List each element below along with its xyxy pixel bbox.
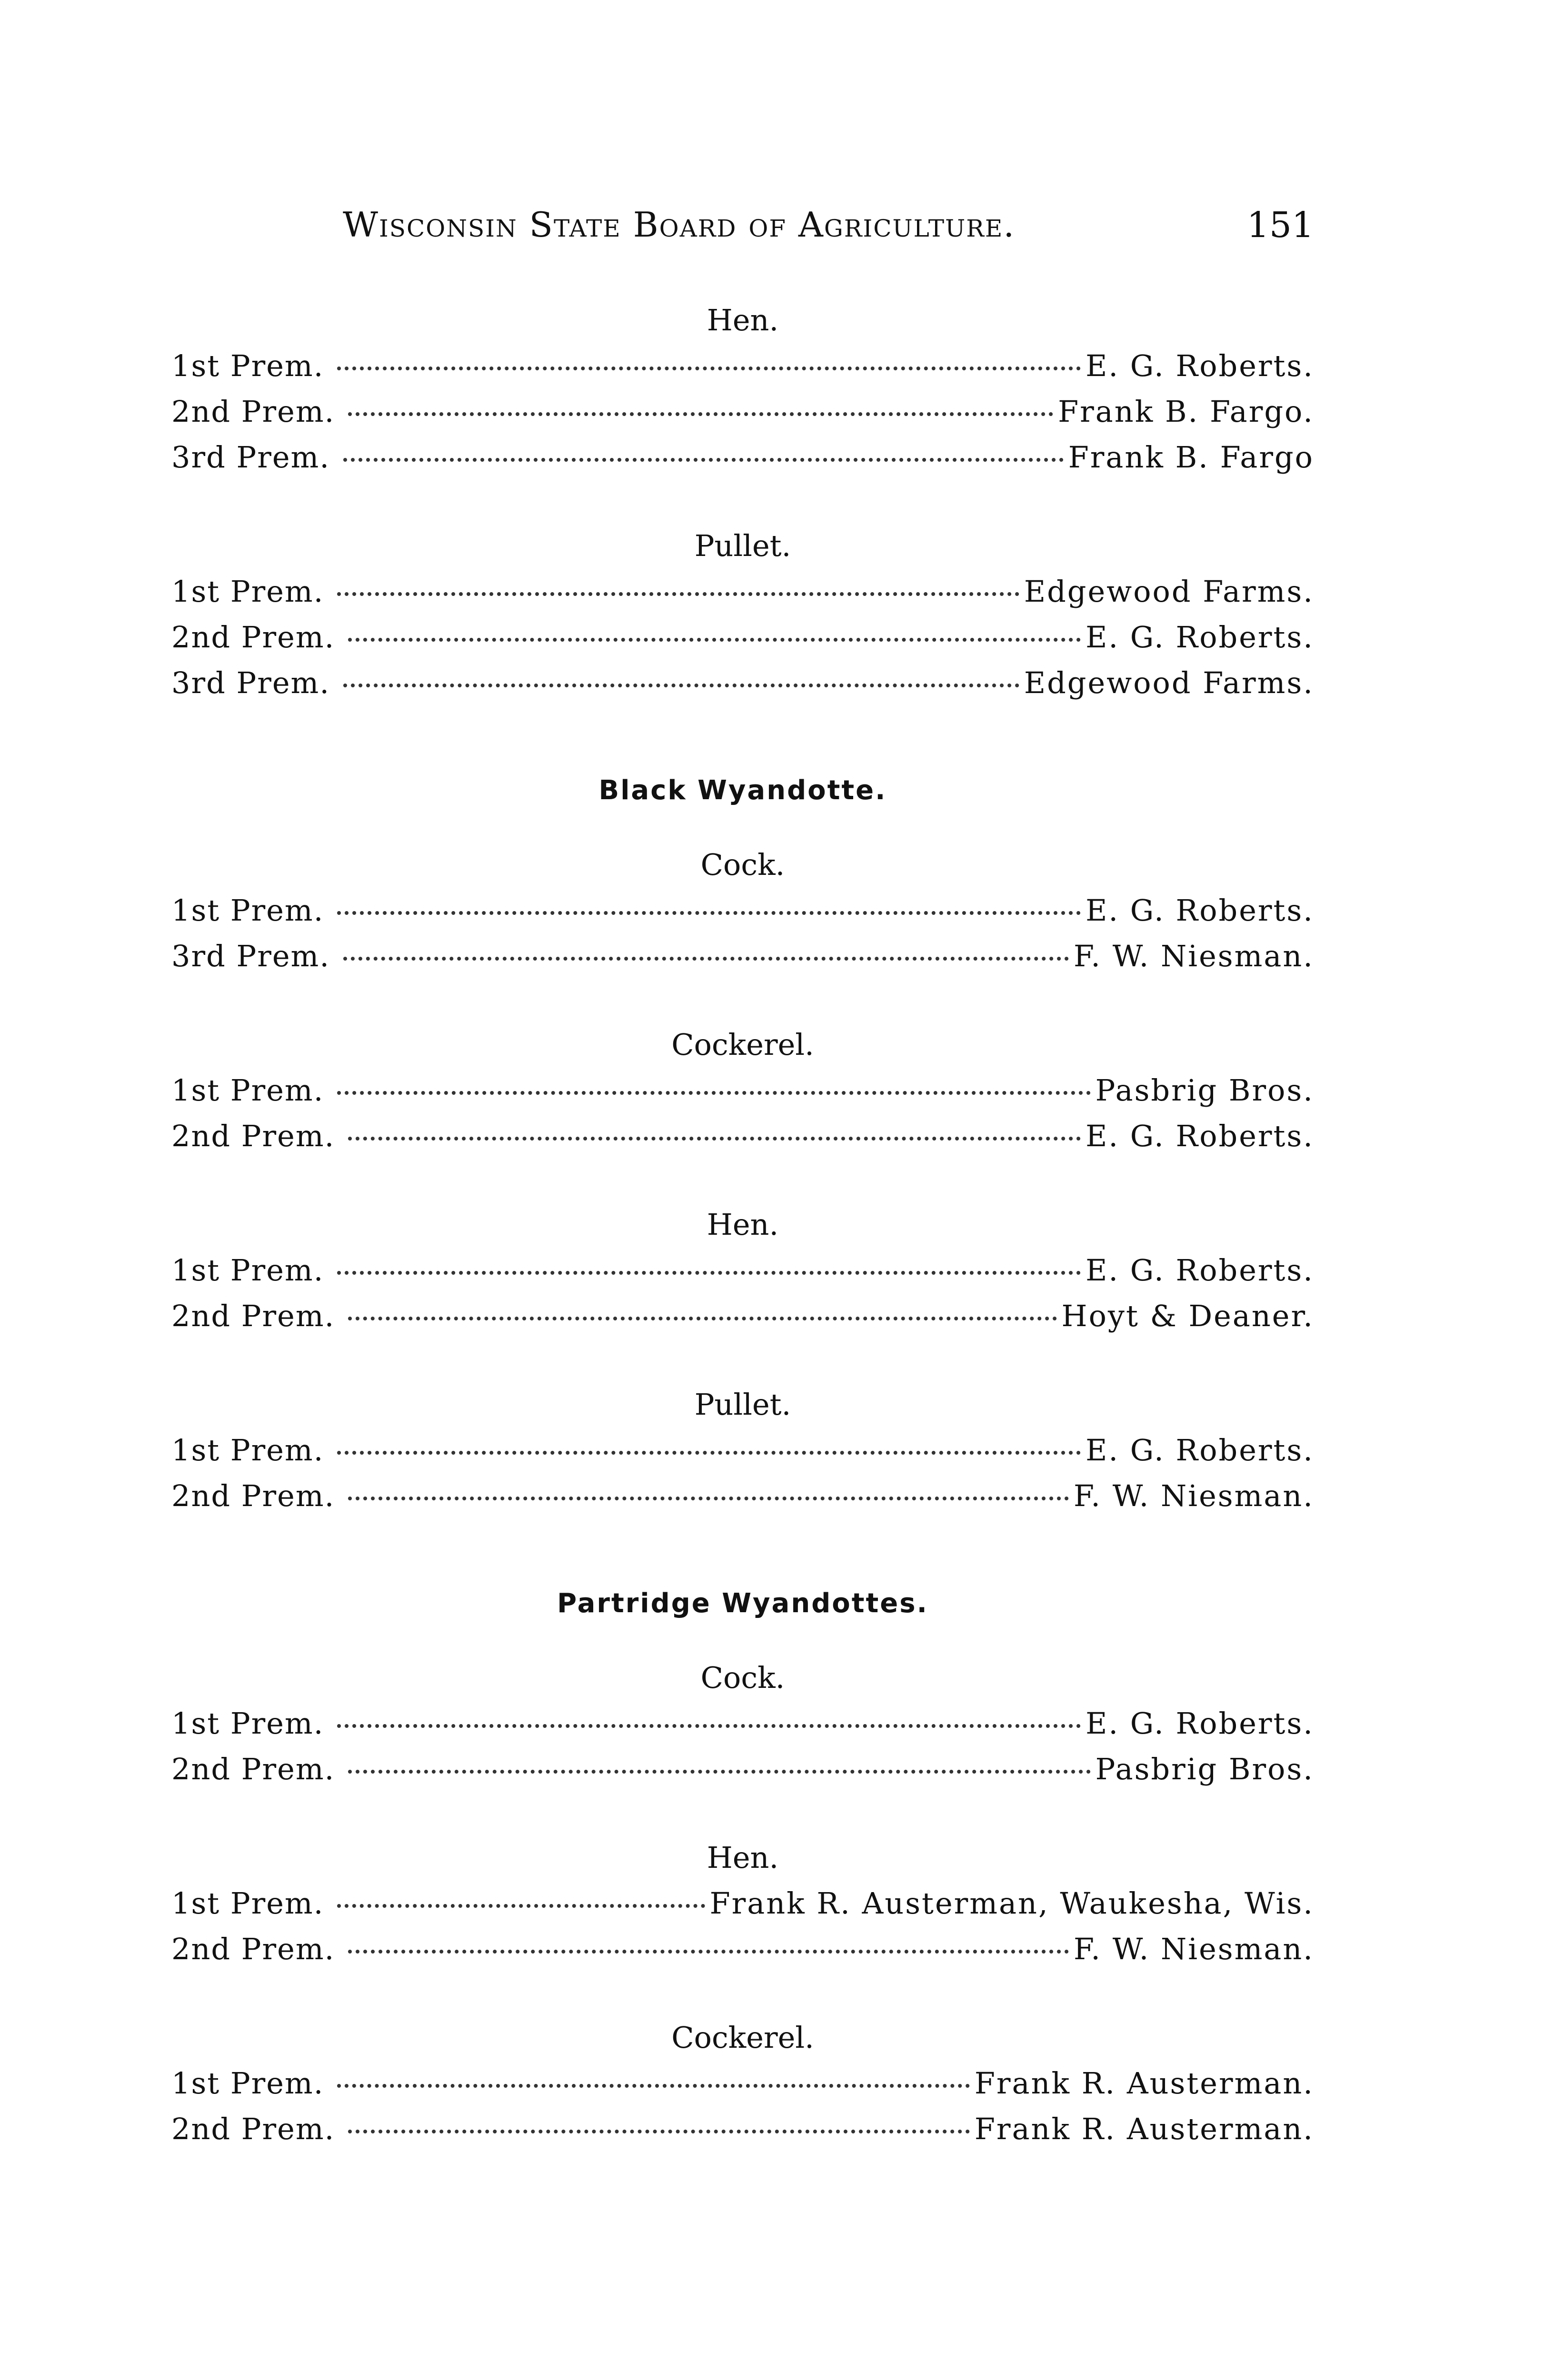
premium-label: 2nd Prem. (171, 1932, 335, 1966)
premium-label: 1st Prem. (171, 893, 324, 928)
winner-name: E. G. Roberts. (1086, 1433, 1314, 1468)
award-entry (171, 1926, 1314, 1972)
dot-leader (337, 1271, 1081, 1275)
award-entry (171, 435, 1314, 480)
premium-label: 1st Prem. (171, 1073, 324, 1108)
dot-leader (343, 458, 1064, 462)
winner-name: Edgewood Farms. (1024, 665, 1314, 700)
winner-name: Pasbrig Bros. (1095, 1752, 1314, 1786)
winner-name: E. G. Roberts. (1086, 1706, 1314, 1741)
award-entry (171, 933, 1314, 979)
award-entry (171, 1068, 1314, 1113)
winner-name: E. G. Roberts. (1086, 620, 1314, 654)
premium-label: 1st Prem. (171, 1886, 324, 1921)
winner-name: Frank R. Austerman. (974, 2066, 1314, 2101)
group-title: Cock. (700, 847, 785, 882)
premium-label: 1st Prem. (171, 2066, 324, 2101)
premium-label: 2nd Prem. (171, 620, 335, 654)
dot-leader (348, 2130, 970, 2133)
dot-leader (348, 1137, 1081, 1140)
winner-name: F. W. Niesman. (1073, 939, 1314, 973)
premium-label: 3rd Prem. (171, 665, 330, 700)
winner-name: Frank R. Austerman, Waukesha, Wis. (709, 1886, 1314, 1921)
group-title: Pullet. (694, 528, 791, 563)
premium-label: 1st Prem. (171, 348, 324, 383)
dot-leader (348, 1497, 1069, 1500)
breed-title: Black Wyandotte. (598, 775, 887, 806)
award-entry (171, 1113, 1314, 1159)
award-entry (171, 569, 1314, 615)
dot-leader (348, 1950, 1069, 1954)
award-entry (171, 2106, 1314, 2152)
dot-leader (337, 367, 1081, 370)
breed-title: Partridge Wyandottes. (557, 1588, 928, 1619)
premium-label: 1st Prem. (171, 1253, 324, 1288)
award-entry (171, 1746, 1314, 1792)
breed-section (171, 768, 1314, 1519)
winner-name: Pasbrig Bros. (1095, 1073, 1314, 1108)
running-title: Wisconsin State Board of Agriculture. (343, 205, 1016, 245)
dot-leader (337, 1091, 1090, 1095)
dot-leader (348, 638, 1081, 642)
dot-leader (348, 1317, 1056, 1320)
premium-label: 1st Prem. (171, 574, 324, 609)
group-title: Hen. (707, 1207, 779, 1242)
winner-name: Frank B. Fargo. (1058, 394, 1314, 429)
group-title: Cock. (700, 1660, 785, 1695)
winner-name: Frank R. Austerman. (974, 2112, 1314, 2146)
award-entry (171, 615, 1314, 660)
group-title: Cockerel. (671, 1027, 814, 1062)
award-entry (171, 1881, 1314, 1926)
award-group (171, 1202, 1314, 1339)
dot-leader (337, 2084, 969, 2088)
running-head (343, 205, 1314, 252)
breed-section (171, 1581, 1314, 2152)
award-group (171, 2015, 1314, 2152)
award-group (171, 1835, 1314, 1972)
premium-label: 1st Prem. (171, 1433, 324, 1468)
award-group (171, 298, 1314, 480)
premium-label: 2nd Prem. (171, 394, 335, 429)
dot-leader (348, 412, 1053, 416)
dot-leader (348, 1770, 1090, 1774)
dot-leader (343, 957, 1069, 961)
premium-label: 2nd Prem. (171, 2112, 335, 2146)
winner-name: Hoyt & Deaner. (1061, 1299, 1314, 1333)
award-entry (171, 660, 1314, 706)
premium-label: 3rd Prem. (171, 939, 330, 973)
dot-leader (343, 684, 1019, 687)
award-group (171, 1382, 1314, 1519)
award-entry (171, 1293, 1314, 1339)
page-number: 151 (1246, 205, 1314, 246)
winner-name: Edgewood Farms. (1024, 574, 1314, 609)
winner-name: E. G. Roberts. (1086, 348, 1314, 383)
dot-leader (337, 592, 1019, 596)
award-entry (171, 1473, 1314, 1519)
premium-label: 2nd Prem. (171, 1478, 335, 1513)
group-title: Pullet. (694, 1387, 791, 1422)
award-group (171, 842, 1314, 979)
premium-label: 2nd Prem. (171, 1752, 335, 1786)
winner-name: F. W. Niesman. (1073, 1478, 1314, 1513)
premium-label: 1st Prem. (171, 1706, 324, 1741)
premium-label: 2nd Prem. (171, 1299, 335, 1333)
award-entry (171, 888, 1314, 933)
award-group (171, 1022, 1314, 1159)
award-entry (171, 2061, 1314, 2106)
winner-name: Frank B. Fargo (1068, 440, 1314, 475)
award-list (171, 298, 1314, 2195)
award-entry (171, 1428, 1314, 1473)
premium-label: 3rd Prem. (171, 440, 330, 475)
group-title: Hen. (707, 303, 779, 337)
dot-leader (337, 1724, 1081, 1728)
group-title: Cockerel. (671, 2020, 814, 2055)
award-group (171, 523, 1314, 706)
award-group (171, 1655, 1314, 1792)
award-entry (171, 1701, 1314, 1746)
dot-leader (337, 1451, 1081, 1455)
winner-name: F. W. Niesman. (1073, 1932, 1314, 1966)
winner-name: E. G. Roberts. (1086, 893, 1314, 928)
winner-name: E. G. Roberts. (1086, 1253, 1314, 1288)
group-title: Hen. (707, 1840, 779, 1875)
dot-leader (337, 911, 1081, 915)
winner-name: E. G. Roberts. (1086, 1119, 1314, 1153)
dot-leader (337, 1904, 705, 1908)
award-entry (171, 343, 1314, 389)
award-entry (171, 1248, 1314, 1293)
premium-label: 2nd Prem. (171, 1119, 335, 1153)
award-entry (171, 389, 1314, 435)
